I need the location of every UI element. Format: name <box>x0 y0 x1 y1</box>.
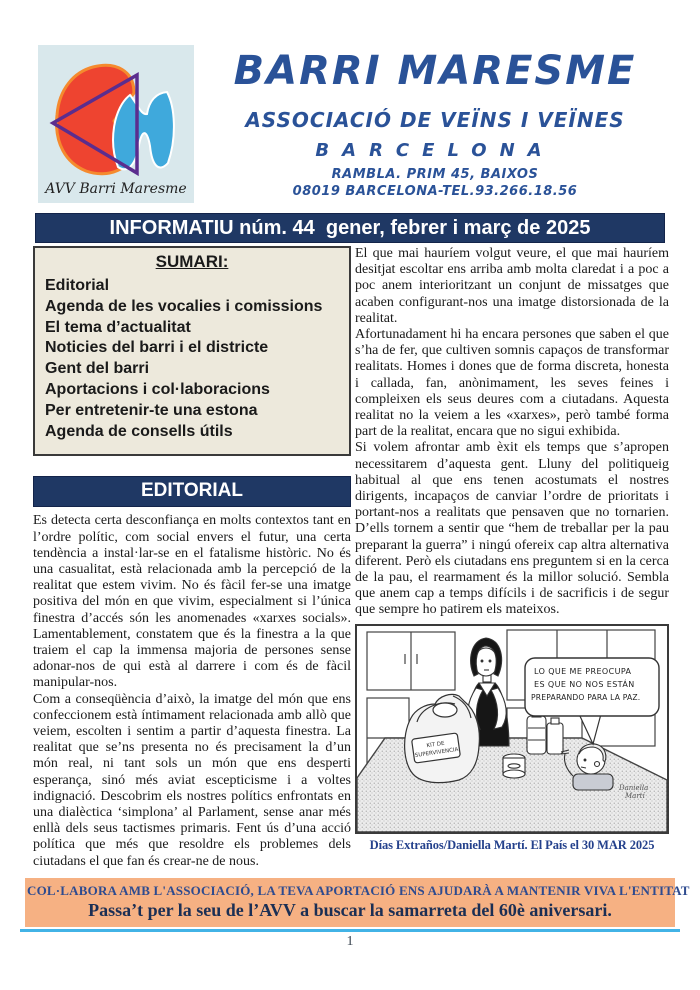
footer-divider <box>20 929 680 932</box>
summary-item-consells: Agenda de consells útils <box>45 422 233 440</box>
summary-title: SUMARI: <box>155 252 229 271</box>
signature-line1: Daniella <box>619 783 649 792</box>
speech-line3: PREPARANDO PARA LA PAZ. <box>531 692 641 702</box>
address-phone-line: 08019 BARCELONA-TEL.93.266.18.56 <box>292 184 578 199</box>
backpack-label-line1: KIT DE <box>426 740 445 749</box>
editorial-paragraph: El que mai hauríem volgut veure, el que mai hauríem desitjat escoltar ens arriba amb molta claredat i a poc a poc anem interioritzant un conjunt de missatges que acaben configurant-nos una imatge distorsionada de la realitat. <box>355 246 669 326</box>
right-column <box>355 246 669 853</box>
editorial-paragraph: Afortunadament hi ha encara persones que saben el que s’ha de fer, que cultiven somnis capaços de transformar realitats. Homes i dones que de forma discreta, honesta i callada, fan, anònimament, les seves feines i compleixen els seus deures com a ciutadans. Aquesta realitat no la veiem a les «xarxes», però també forma part de la realitat, encara que no sigui exhibida. <box>355 327 669 440</box>
cartoon-drawing <box>357 626 667 832</box>
cartoon-image <box>355 624 669 834</box>
editorial-paragraph: Si volem afrontar amb èxit els temps que s’apropen necessitarem d’aquesta gent. Lluny del politiqueig habitual al que ens tenen acostumats el nostres dirigents, incapaços de canviar l’ordre de prioritats i portant-nos a realitats que pensaven que no tornarien. D’ells tornem a sentir que “hem de treballar per la pau preparant la guerra” i ningú ofereix cap altra alternativa diferent. Però els ciutadans ens preguntem si en la cerca de la pau, el rearmament és la millor solució. Sembla que anem cap a temps difícils i de sacrificis i de segur que sempre ho patirem els mateixos. <box>355 440 669 618</box>
summary-item-noticies: Noticies del barri i el districte <box>45 339 269 357</box>
address-line: RAMBLA. PRIM 45, BAIXOS <box>331 167 539 182</box>
left-column <box>33 246 351 870</box>
issue-banner: INFORMATIU núm. 44 gener, febrer i març de 2025 <box>35 213 665 243</box>
backpack-label-line2: SUPERVIVENCIA <box>414 746 459 759</box>
logo-caption: AVV Barri Maresme <box>45 181 187 197</box>
summary-item-gent-del-barri: Gent del barri <box>45 360 150 378</box>
speech-line2: ES QUE NO NOS ESTÁN <box>534 679 635 689</box>
masthead <box>196 48 674 199</box>
newsletter-title: BARRI MARESME <box>233 48 637 94</box>
editorial-header: EDITORIAL <box>33 476 351 507</box>
editorial-paragraph: Es detecta certa desconfiança en molts contextos tant en l’ordre polític, com social envers el futur, una certa tendència a instal·lar-se en el fatalisme històric. No és una casualitat, està relacionada amb la percepció de la realitat que estem vivim. No és fàcil fer-se una imatge positiva del món en que vivim, especialment si l’única finestra d’accés són les anomenades «xarxes socials». Lamentablement, constatem que és la finestra a la que traiem el cap la immensa majoria de persones sense adonar-nos de qui està al darrere i com és de fàcil manipular-nos. <box>33 513 351 691</box>
association-logo <box>38 45 194 203</box>
collaboration-line1: COL·LABORA AMB L'ASSOCIACIÓ, LA TEVA APORTACIÓ ENS AJUDARÀ A MANTENIR VIVA L'ENTITAT <box>27 883 690 898</box>
logo-graphic <box>38 45 194 203</box>
collaboration-line2: Passa’t per la seu de l’AVV a buscar la samarreta del 60è aniversari. <box>88 900 612 920</box>
cartoon-caption: Días Extraños/Daniella Martí. El País el 30 MAR 2025 <box>369 837 655 852</box>
summary-box <box>33 246 351 456</box>
page-number: 1 <box>346 934 354 949</box>
city-name: BARCELONA <box>315 140 555 161</box>
editorial-paragraph: Com a conseqüència d’això, la imatge del món que ens confeccionem està íntimament relacionada amb allò que veiem, escolten i sentim a partir d’aquesta finestra. La realitat que se’ns presenta no és precisament la d’un món real, ni tant sols un món que ens desperti esperança, sinó més aviat escepticisme i a voltes indignació. Descobrim els nostres polítics enfrontats en una dialèctica ‘simplona’ al Parlament, sense anar més enllà dels seus tactismes primaris. Fent ús d’una acció política que més que resoldre els problemes dels ciutadans el que fan és crear-ne de nous. <box>33 691 351 869</box>
summary-item-agenda-vocalies: Agenda de les vocalies i comissions <box>45 297 323 315</box>
summary-item-entretenir: Per entretenir-te una estona <box>45 401 258 419</box>
speech-line1: LO QUE ME PREOCUPA <box>534 666 632 676</box>
association-name: ASSOCIACIÓ DE VEÏNS I VEÏNES <box>245 108 625 132</box>
summary-item-aportacions: Aportacions i col·laboracions <box>45 380 270 398</box>
summary-item-tema-actualitat: El tema d’actualitat <box>45 318 191 336</box>
signature-line2: Martí <box>625 791 645 800</box>
summary-item-editorial: Editorial <box>45 277 110 294</box>
collaboration-banner <box>25 878 690 927</box>
